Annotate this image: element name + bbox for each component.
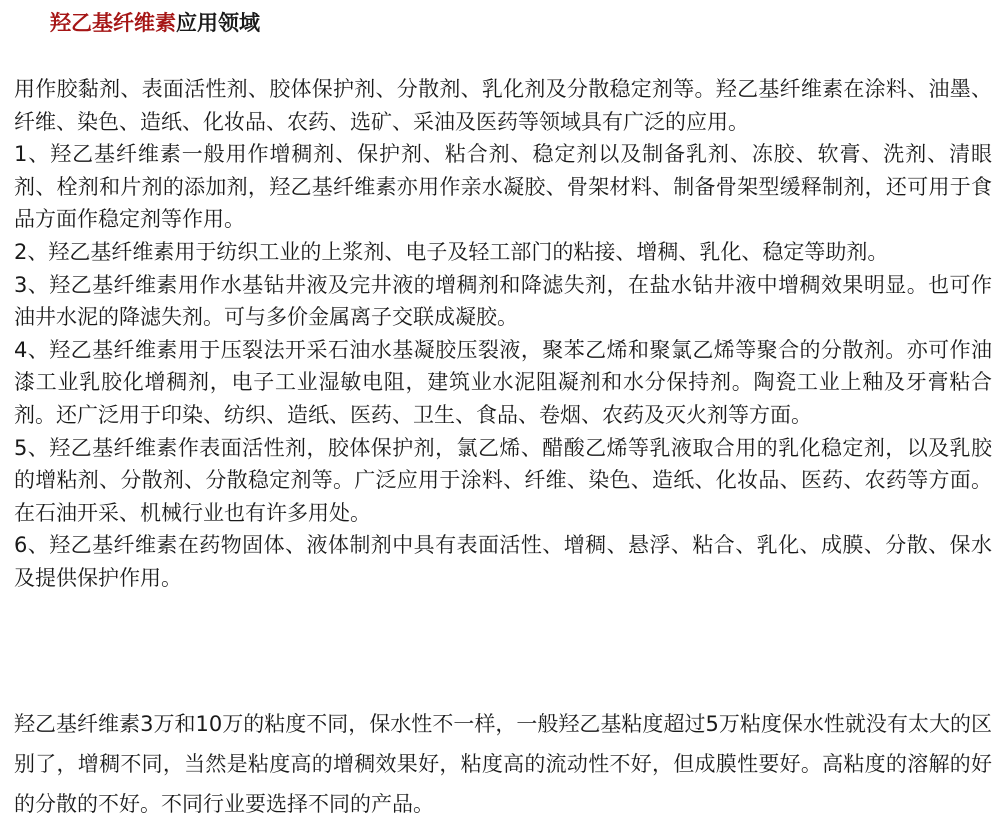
application-item-4: 4、羟乙基纤维素用于压裂法开采石油水基凝胶压裂液，聚苯乙烯和聚氯乙烯等聚合的分散剂。亦可作油漆工业乳胶化增稠剂，电子工业湿敏电阻，建筑业水泥阻凝剂和水分保持剂。陶瓷工业上釉及牙膏粘合剂。还广泛用于印染、纺织、造纸、医药、卫生、食品、卷烟、农药及灭火剂等方面。 <box>14 337 992 427</box>
article-body <box>14 73 992 595</box>
title-suffix: 应用领域 <box>176 11 260 35</box>
application-item-6: 6、羟乙基纤维素在药物固体、液体制剂中具有表面活性、增稠、悬浮、粘合、乳化、成膜、分散、保水及提供保护作用。 <box>14 533 992 590</box>
application-item-3: 3、羟乙基纤维素用作水基钻井液及完井液的增稠剂和降滤失剂，在盐水钻井液中增稠效果明显。也可作油井水泥的降滤失剂。可与多价金属离子交联成凝胶。 <box>14 272 992 330</box>
page-title <box>50 8 260 38</box>
application-item-5: 5、羟乙基纤维素作表面活性剂，胶体保护剂，氯乙烯、醋酸乙烯等乳液取合用的乳化稳定剂，以及乳胶的增粘剂、分散剂、分散稳定剂等。广泛应用于涂料、纤维、染色、造纸、化妆品、医药、农药等方面。在石油开采、机械行业也有许多用处。 <box>14 435 992 525</box>
viscosity-summary-paragraph: 羟乙基纤维素3万和10万的粘度不同，保水性不一样，一般羟乙基粘度超过5万粘度保水性就没有太大的区别了，增稠不同，当然是粘度高的增稠效果好，粘度高的流动性不好，但成膜性要好。高粘度的溶解的好的分散的不好。不同行业要选择不同的产品。 <box>14 712 992 816</box>
application-item-1: 1、羟乙基纤维素一般用作增稠剂、保护剂、粘合剂、稳定剂以及制备乳剂、冻胶、软膏、洗剂、清眼剂、栓剂和片剂的添加剂，羟乙基纤维素亦用作亲水凝胶、骨架材料、制备骨架型缓释制剂，还可用于食品方面作稳定剂等作用。 <box>14 142 992 232</box>
title-product-name: 羟乙基纤维素 <box>50 11 176 35</box>
application-item-2: 2、羟乙基纤维素用于纺织工业的上浆剂、电子及轻工部门的粘接、增稠、乳化、稳定等助剂。 <box>14 239 889 264</box>
intro-paragraph: 用作胶黏剂、表面活性剂、胶体保护剂、分散剂、乳化剂及分散稳定剂等。羟乙基纤维素在涂料、油墨、纤维、染色、造纸、化妆品、农药、选矿、采油及医药等领域具有广泛的应用。 <box>14 77 992 134</box>
